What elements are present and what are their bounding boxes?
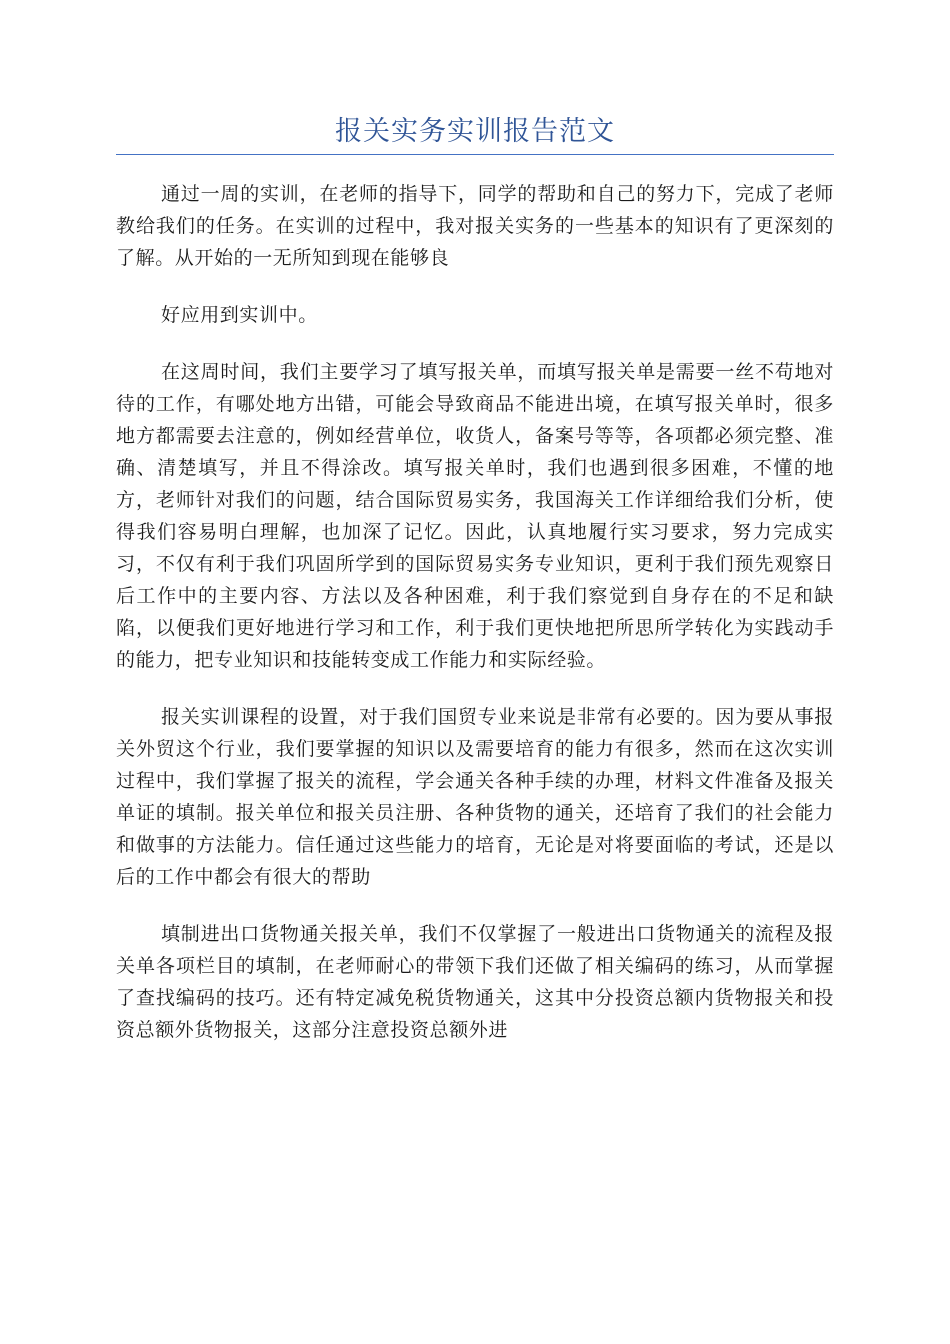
paragraph-2: 好应用到实训中。: [161, 304, 318, 326]
paragraph-5: 填制进出口货物通关报关单，我们不仅掌握了一般进出口货物通关的流程及报关单各项栏目的填制，在老师耐心的带领下我们还做了相关编码的练习，从而掌握了查找编码的技巧。还有特定减免税货物通关，这其中分投资总额内货物报关和投资总额外货物报关，这部分注意投资总额外进: [116, 923, 834, 1041]
paragraph-3: 在这周时间，我们主要学习了填写报关单，而填写报关单是需要一丝不苟地对待的工作，有哪处地方出错，可能会导致商品不能进出境，在填写报关单时，很多地方都需要去注意的，例如经营单位，收货人，备案号等等，各项都必须完整、准确、清楚填写，并且不得涂改。填写报关单时，我们也遇到很多困难，不懂的地方，老师针对我们的问题，结合国际贸易实务，我国海关工作详细给我们分析，使得我们容易明白理解，也加深了记忆。因此，认真地履行实习要求，努力完成实习，不仅有利于我们巩固所学到的国际贸易实务专业知识，更利于我们预先观察日后工作中的主要内容、方法以及各种困难，利于我们察觉到自身存在的不足和缺陷，以便我们更好地进行学习和工作，利于我们更快地把所思所学转化为实践动手的能力，把专业知识和技能转变成工作能力和实际经验。: [116, 361, 834, 671]
paragraph-4: 报关实训课程的设置，对于我们国贸专业来说是非常有必要的。因为要从事报关外贸这个行业，我们要掌握的知识以及需要培育的能力有很多，然而在这次实训过程中，我们掌握了报关的流程，学会通关各种手续的办理，材料文件准备及报关单证的填制。报关单位和报关员注册、各种货物的通关，还培育了我们的社会能力和做事的方法能力。信任通过这些能力的培育，无论是对将要面临的考试，还是以后的工作中都会有很大的帮助: [116, 706, 834, 888]
paragraph-1: 通过一周的实训，在老师的指导下，同学的帮助和自己的努力下，完成了老师教给我们的任务。在实训的过程中，我对报关实务的一些基本的知识有了更深刻的了解。从开始的一无所知到现在能够良: [116, 183, 834, 269]
document-title: 报关实务实训报告范文: [335, 116, 615, 147]
title-underline-rule: [116, 154, 834, 155]
document-body: [116, 178, 834, 1071]
